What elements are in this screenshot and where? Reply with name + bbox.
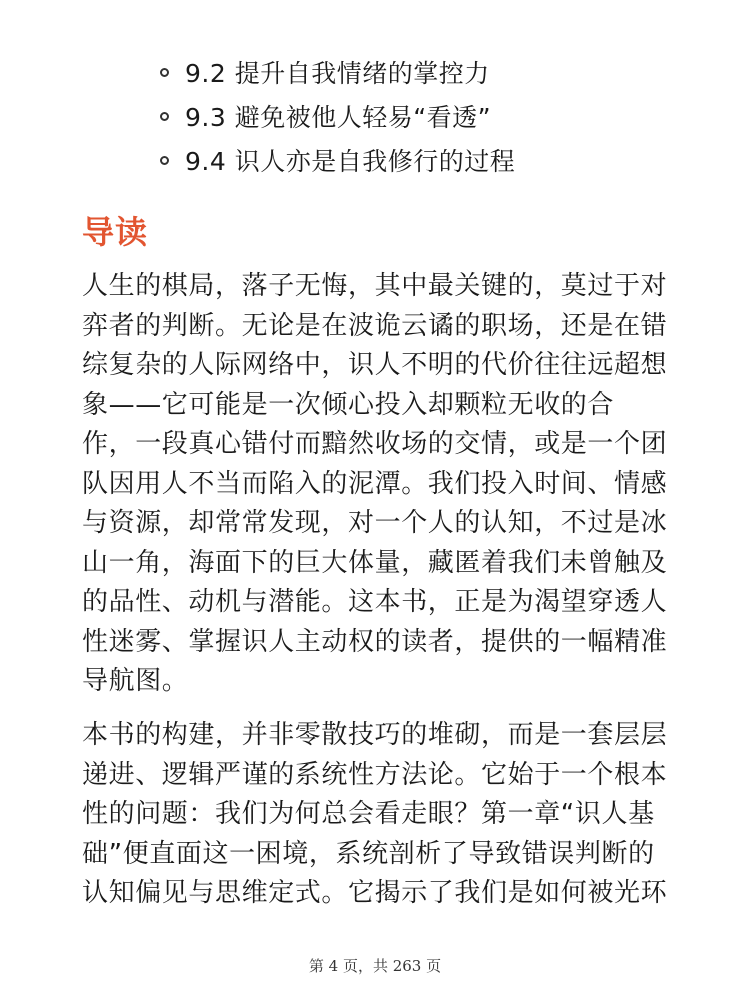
section-heading: 导读 xyxy=(82,213,149,251)
text-line: 弈者的判断。无论是在波诡云谲的职场，还是在错 xyxy=(82,310,668,341)
toc-list xyxy=(160,50,515,182)
circle-bullet-icon xyxy=(160,68,169,77)
text-line: 的品性、动机与潜能。这本书，正是为渴望穿透人 xyxy=(82,587,668,617)
toc-item[interactable] xyxy=(160,94,515,138)
toc-item[interactable] xyxy=(160,50,515,94)
text-line: 人生的棋局，落子无悔，其中最关键的，莫过于对 xyxy=(82,271,668,301)
paragraph-intro xyxy=(82,267,682,702)
toc-item-label: 9.3 避免被他人轻易“看透” xyxy=(185,103,492,132)
circle-bullet-icon xyxy=(160,112,169,121)
paragraph-structure xyxy=(82,716,682,914)
circle-bullet-icon xyxy=(160,156,169,165)
text-line: 队因用人不当而陷入的泥潭。我们投入时间、情感 xyxy=(82,468,668,499)
text-line: 递进、逻辑严谨的系统性方法论。它始于一个根本 xyxy=(82,759,668,790)
page-footer: 第 4 页，共 263 页 xyxy=(308,957,442,975)
text-line: 认知偏见与思维定式。它揭示了我们是如何被光环 xyxy=(82,878,668,908)
text-line: 象——它可能是一次倾心投入却颗粒无收的合 xyxy=(82,389,615,420)
text-line: 作，一段真心错付而黯然收场的交情，或是一个团 xyxy=(82,429,668,459)
toc-item-label: 9.4 识人亦是自我修行的过程 xyxy=(185,147,516,176)
text-line: 导航图。 xyxy=(82,666,189,696)
text-line: 综复杂的人际网络中，识人不明的代价往往远超想 xyxy=(82,350,668,380)
text-line: 本书的构建，并非零散技巧的堆砌，而是一套层层 xyxy=(82,720,668,750)
text-line: 性迷雾、掌握识人主动权的读者，提供的一幅精准 xyxy=(82,626,668,657)
toc-item[interactable] xyxy=(160,138,515,182)
toc-item-label: 9.2 提升自我情绪的掌控力 xyxy=(185,59,490,88)
text-line: 与资源，却常常发现，对一个人的认知，不过是冰 xyxy=(82,508,668,538)
text-line: 山一角，海面下的巨大体量，藏匿着我们未曾触及 xyxy=(82,547,668,578)
text-line: 础”便直面这一困境，系统剖析了导致错误判断的 xyxy=(82,838,655,869)
text-line: 性的问题：我们为何总会看走眼？第一章“识人基 xyxy=(82,799,655,829)
